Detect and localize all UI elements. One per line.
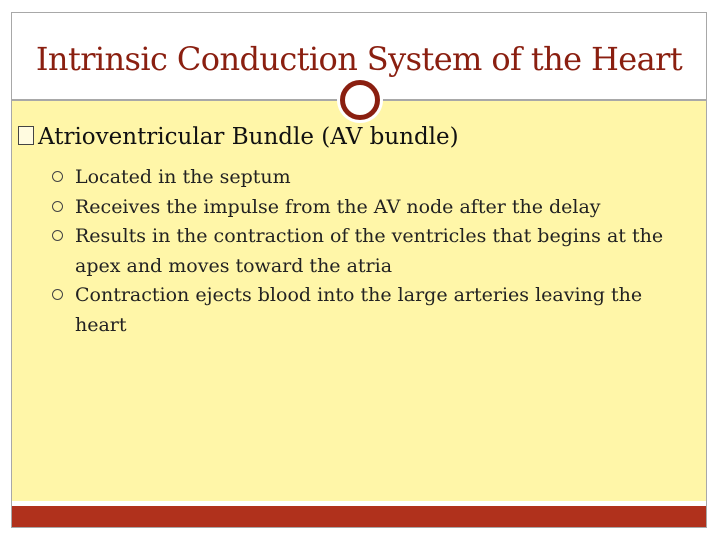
bullet-item — [52, 281, 672, 340]
circle-bullet-icon — [52, 201, 63, 212]
ring-ornament-icon — [340, 80, 380, 120]
circle-bullet-icon — [52, 230, 63, 241]
heading-bullet-icon — [18, 126, 34, 145]
bullet-item — [52, 222, 672, 281]
bullet-text: Located in the septum — [75, 166, 291, 188]
bullet-item — [52, 193, 672, 223]
divider-left — [12, 99, 342, 101]
circle-bullet-icon — [52, 289, 63, 300]
section-heading — [18, 124, 698, 150]
heading-text: Atrioventricular Bundle (AV bundle) — [38, 124, 459, 150]
circle-bullet-icon — [52, 171, 63, 182]
bullet-item — [52, 163, 672, 193]
bottom-accent-bar — [12, 506, 706, 527]
bullet-text: Receives the impulse from the AV node after the delay — [75, 195, 601, 218]
bullet-text: Contraction ejects blood into the large arteries leaving the heart — [75, 284, 643, 336]
slide-title: Intrinsic Conduction System of the Heart — [35, 40, 683, 78]
divider-right — [380, 99, 706, 101]
bullet-text: Results in the contraction of the ventricles that begins at the apex and moves toward the atria — [75, 225, 664, 277]
bullet-list — [52, 163, 672, 340]
